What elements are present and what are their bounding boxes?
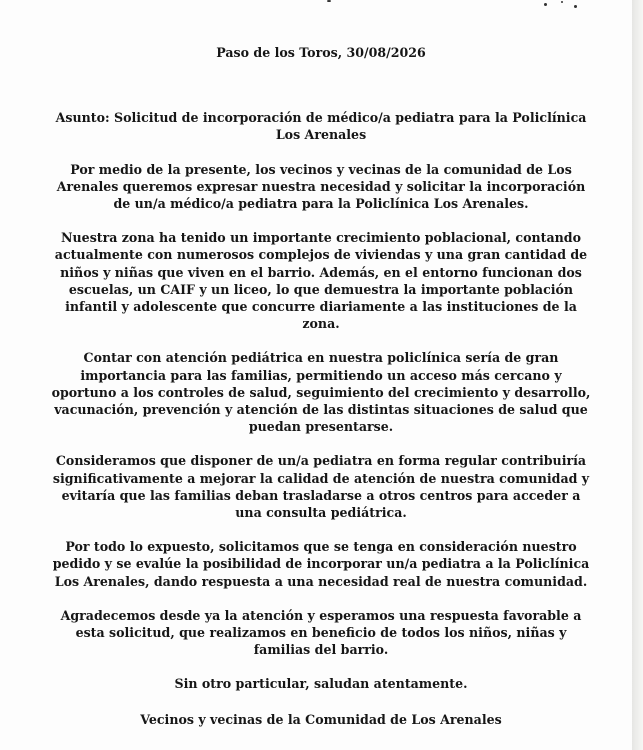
paragraph-importance: Contar con atención pediátrica en nuestra policlínica sería de gran importancia para las familias, permitiendo un acceso más cercano y oportuno a los controles de salud, seguimiento del crecimiento y desarrollo, vacunación, prevención y atención de las distintas situaciones de salud que puedan presentarse. (51, 350, 591, 435)
paragraph-thanks: Agradecemos desde ya la atención y esperamos una respuesta favorable a esta solicitud, que realizamos en beneficio de todos los niños, niñas y familias del barrio. (60, 607, 582, 658)
scan-speck (544, 3, 547, 6)
paragraph-request: Por todo lo expuesto, solicitamos que se tenga en consideración nuestro pedido y se evalúe la posibilidad de incorporar un/a pediatra a la Policlínica Los Arenales, dando respuesta a una necesidad real de nuestra comunidad. (52, 539, 590, 589)
letter-body (48, 44, 594, 728)
scan-speck (327, 0, 331, 2)
paragraph-intro: Por medio de la presente, los vecinos y vecinas de la comunidad de Los Arenales queremos expresar nuestra necesidad y solicitar la incorporación de un/a médico/a pediatra para la Policlínica Los Arenales. (56, 161, 586, 212)
date-line: Paso de los Toros, 30/08/2026 (216, 45, 426, 60)
closing-line: Sin otro particular, saludan atentamente. (174, 676, 468, 692)
scan-speck (561, 1, 563, 3)
page-edge-shadow (632, 0, 643, 750)
paragraph-population: Nuestra zona ha tenido un importante crecimiento poblacional, contando actualmente con numerosos complejos de viviendas y una gran cantidad de niños y niñas que viven en el barrio. Además, en el entorno funcionan dos escuelas, un CAIF y un liceo, lo que demuestra la importante población infantil y adolescente que concurre diariamente a las instituciones de la zona. (54, 230, 588, 332)
scan-speck (574, 5, 577, 8)
paragraph-contribution: Consideramos que disponer de un/a pediatra en forma regular contribuiría significativamente a mejorar la calidad de atención de nuestra comunidad y evitaría que las familias deban trasladarse a otros centros para acceder a una consulta pediátrica. (52, 453, 590, 521)
subject-line: Asunto: Solicitud de incorporación de médico/a pediatra para la Policlínica Los Arenales (55, 110, 587, 143)
signature-line: Vecinos y vecinas de la Comunidad de Los Arenales (140, 711, 502, 727)
